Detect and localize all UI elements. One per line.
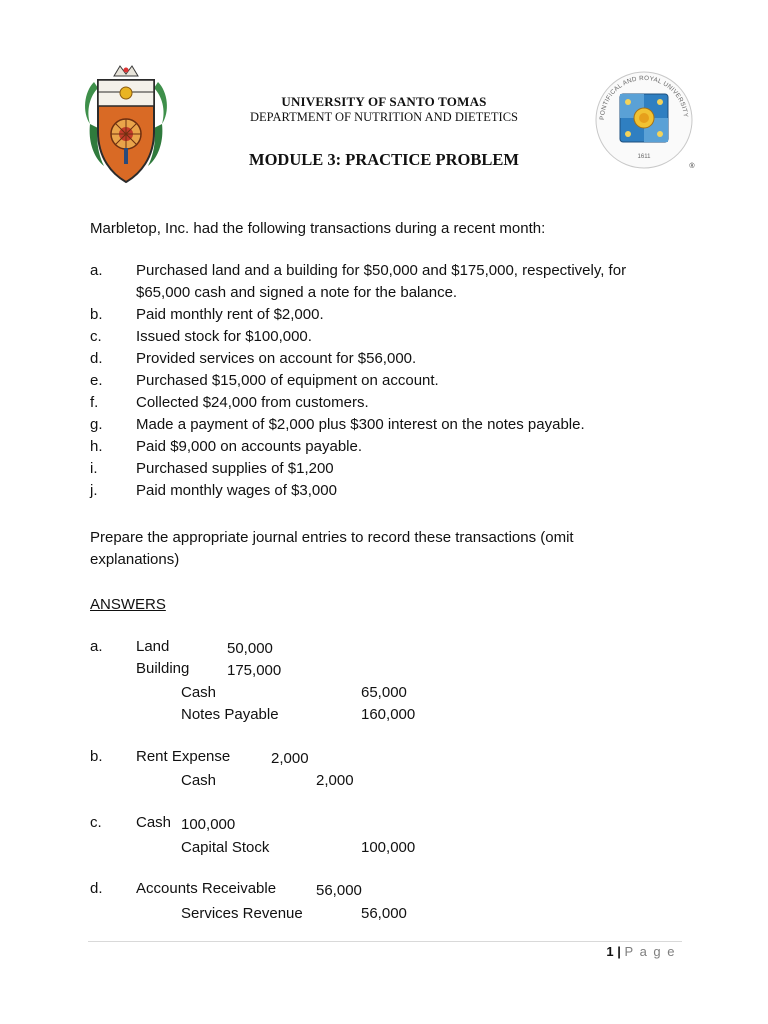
transaction-text: Collected $24,000 from customers. (136, 394, 369, 411)
credit-amount: 65,000 (361, 684, 407, 701)
debit-amount: 56,000 (316, 882, 362, 899)
transaction-text: Issued stock for $100,000. (136, 328, 312, 345)
intro-text: Marbletop, Inc. had the following transactions during a recent month: (90, 220, 546, 237)
transaction-marker: d. (90, 350, 103, 367)
transaction-marker: c. (90, 328, 102, 345)
transaction-marker: e. (90, 372, 103, 389)
transaction-text: Paid monthly wages of $3,000 (136, 482, 337, 499)
registered-mark: ® (689, 163, 695, 170)
debit-amount: 100,000 (181, 816, 236, 833)
answer-marker: d. (90, 880, 103, 897)
transaction-text: Made a payment of $2,000 plus $300 interest on the notes payable. (136, 416, 585, 433)
page-title: MODULE 3: PRACTICE PROBLEM (249, 150, 519, 169)
transaction-text: Paid $9,000 on accounts payable. (136, 438, 363, 455)
transaction-marker: h. (90, 438, 103, 455)
transaction-marker: f. (90, 394, 99, 411)
page-number: 1 (606, 944, 614, 959)
university-name: UNIVERSITY OF SANTO TOMAS (281, 94, 487, 109)
transaction-text: Paid monthly rent of $2,000. (136, 306, 324, 323)
credit-account: Cash (181, 772, 217, 789)
credit-amount: 2,000 (316, 772, 354, 789)
page-separator: | (617, 944, 621, 959)
answers-heading: ANSWERS (90, 596, 166, 613)
credit-amount: 100,000 (361, 839, 416, 856)
transaction-text: Purchased supplies of $1,200 (136, 460, 334, 477)
transaction-marker: g. (90, 416, 103, 433)
transaction-text: Provided services on account for $56,000. (136, 350, 417, 367)
transaction-text-continued: $65,000 cash and signed a note for the balance. (136, 284, 458, 301)
credit-account: Capital Stock (181, 839, 270, 856)
debit-amount: 175,000 (227, 662, 282, 679)
transaction-marker: i. (90, 460, 98, 477)
transaction-text: Purchased land and a building for $50,000 and $175,000, respectively, for (136, 262, 627, 279)
transaction-marker: j. (90, 482, 98, 499)
debit-account: Accounts Receivable (136, 880, 277, 897)
seal-lettering: PONTIFICAL AND ROYAL UNIVERSITY (598, 74, 689, 121)
answer-marker: c. (90, 814, 102, 831)
debit-account: Building (136, 660, 190, 677)
credit-amount: 56,000 (361, 905, 407, 922)
page-footer (606, 944, 676, 959)
transaction-marker: a. (90, 262, 103, 279)
transaction-marker: b. (90, 306, 103, 323)
university-seal-logo (590, 64, 698, 176)
debit-account: Land (136, 638, 170, 655)
department-name: DEPARTMENT OF NUTRITION AND DIETETICS (250, 110, 518, 124)
instruction-text-continued: explanations) (90, 551, 180, 568)
credit-amount: 160,000 (361, 706, 416, 723)
answer-marker: b. (90, 748, 103, 765)
seal-year: 1611 (637, 154, 651, 160)
footer-divider (88, 941, 682, 942)
transaction-text: Purchased $15,000 of equipment on account. (136, 372, 439, 389)
page-label: P a g e (624, 944, 676, 959)
credit-account: Notes Payable (181, 706, 279, 723)
debit-account: Rent Expense (136, 748, 231, 765)
instruction-text: Prepare the appropriate journal entries to record these transactions (omit (90, 529, 574, 546)
answer-marker: a. (90, 638, 103, 655)
credit-account: Services Revenue (181, 905, 303, 922)
debit-amount: 50,000 (227, 640, 273, 657)
debit-amount: 2,000 (271, 750, 309, 767)
credit-account: Cash (181, 684, 217, 701)
debit-account: Cash (136, 814, 172, 831)
